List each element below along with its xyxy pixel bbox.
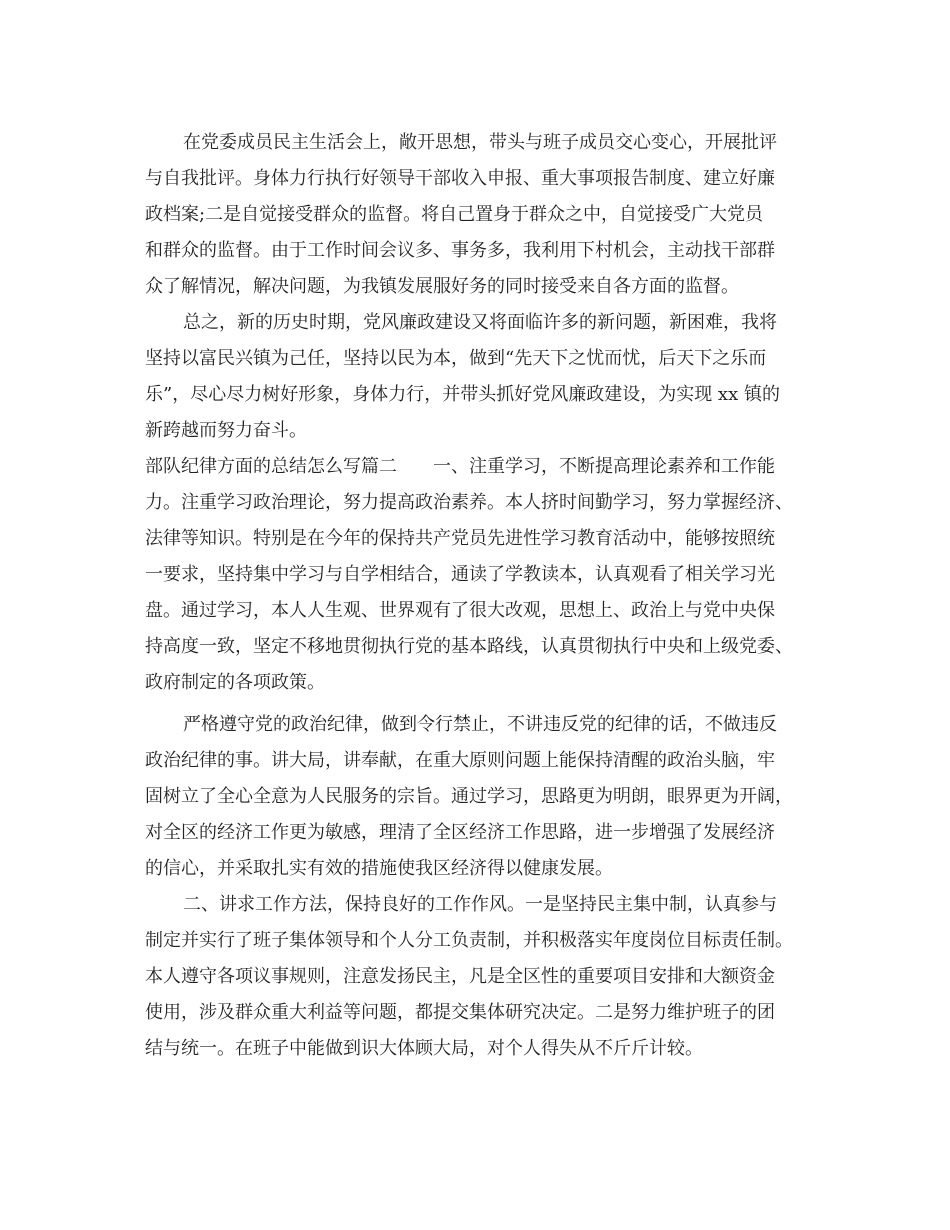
paragraph-1-line-1: 在党委成员民主生活会上，敞开思想，带头与班子成员交心变心，开展批评 xyxy=(183,132,777,153)
section-heading-line: 部队纪律方面的总结怎么写篇二 一、注重学习，不断提高理论素养和工作能 xyxy=(145,456,775,477)
paragraph-5-line-5: 结与统一。在班子中能做到识大体顾大局，对个人得失从不斤斤计较。 xyxy=(145,1038,703,1059)
paragraph-4-line-2: 政治纪律的事。讲大局，讲奉献，在重大原则问题上能保持清醒的政治头脑，牢 xyxy=(145,750,775,771)
paragraph-3-line-2: 力。注重学习政治理论，努力提高政治素养。本人挤时间勤学习，努力掌握经济、 xyxy=(145,492,793,513)
paragraph-5-line-1: 二、讲求工作方法，保持良好的工作作风。一是坚持民主集中制，认真参与 xyxy=(183,894,777,915)
paragraph-5-line-4: 使用，涉及群众重大利益等问题，都提交集体研究决定。二是努力维护班子的团 xyxy=(145,1002,775,1023)
paragraph-5-line-3: 本人遵守各项议事规则，注意发扬民主，凡是全区性的重要项目安排和大额资金 xyxy=(145,966,775,987)
paragraph-2-line-1: 总之，新的历史时期，党风廉政建设又将面临许多的新问题，新困难，我将 xyxy=(183,312,777,333)
paragraph-4-line-5: 的信心，并采取扎实有效的措施使我区经济得以健康发展。 xyxy=(145,858,613,879)
paragraph-4-line-3: 固树立了全心全意为人民服务的宗旨。通过学习，思路更为明朗，眼界更为开阔， xyxy=(145,786,793,807)
paragraph-1-line-5: 众了解情况，解决问题，为我镇发展服好务的同时接受来自各方面的监督。 xyxy=(145,276,739,297)
paragraph-1-line-3: 政档案;二是自觉接受群众的监督。将自己置身于群众之中，自觉接受广大党员 xyxy=(145,204,764,225)
paragraph-3-line-7: 政府制定的各项政策。 xyxy=(145,672,325,693)
paragraph-3-line-6: 持高度一致，坚定不移地贯彻执行党的基本路线，认真贯彻执行中央和上级党委、 xyxy=(145,636,793,657)
paragraph-1-line-4: 和群众的监督。由于工作时间会议多、事务多，我利用下村机会，主动找干部群 xyxy=(145,240,775,261)
paragraph-2-line-4: 新跨越而努力奋斗。 xyxy=(145,420,307,441)
paragraph-2-line-3: 乐”，尽心尽力树好形象，身体力行，并带头抓好党风廉政建设，为实现 xx 镇的 xyxy=(145,384,780,405)
paragraph-3-line-4: 一要求，坚持集中学习与自学相结合，通读了学教读本，认真观看了相关学习光 xyxy=(145,564,775,585)
paragraph-4-line-4: 对全区的经济工作更为敏感，理清了全区经济工作思路，进一步增强了发展经济 xyxy=(145,822,775,843)
paragraph-3-line-5: 盘。通过学习，本人人生观、世界观有了很大改观，思想上、政治上与党中央保 xyxy=(145,600,775,621)
paragraph-5-line-2: 制定并实行了班子集体领导和个人分工负责制，并积极落实年度岗位目标责任制。 xyxy=(145,930,793,951)
paragraph-1-line-2: 与自我批评。身体力行执行好领导干部收入申报、重大事项报告制度、建立好廉 xyxy=(145,168,775,189)
paragraph-4-line-1: 严格遵守党的政治纪律，做到令行禁止，不讲违反党的纪律的话，不做违反 xyxy=(183,714,777,735)
paragraph-3-line-3: 法律等知识。特别是在今年的保持共产党员先进性学习教育活动中，能够按照统 xyxy=(145,528,775,549)
paragraph-2-line-2: 坚持以富民兴镇为己任，坚持以民为本，做到“先天下之忧而忧，后天下之乐而 xyxy=(145,348,767,369)
